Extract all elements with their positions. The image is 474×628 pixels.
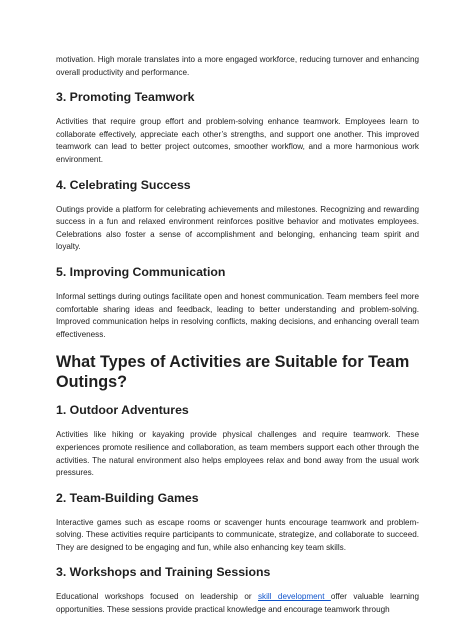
teamwork-paragraph: Activities that require group effort and problem-solving enhance teamwork. Employees learn to collaborate effectively, appreciate each other’s strengths, and support one another. This improved teamwork can lead to better project outcomes, smoother workflow, and a more harmonious work environment. bbox=[56, 117, 419, 164]
workshops-text-end: offer valuable learning opportunities. These sessions provide practical knowledge and encourage teamwork through bbox=[56, 592, 419, 615]
workshops-text-start: Educational workshops focused on leadership or bbox=[56, 592, 258, 602]
success-heading: 4. Celebrating Success bbox=[56, 177, 191, 192]
success-paragraph: Outings provide a platform for celebrating achievements and milestones. Recognizing and rewarding success in a fun and relaxed environment reinforces positive behavior and motivates employees. Celebrations also foster a sense of accomplishment and belonging, enhancing team spirit and loyalty. bbox=[56, 204, 419, 252]
communication-paragraph: Informal settings during outings facilitate open and honest communication. Team members feel more comfortable sharing ideas and feedback, leading to better understanding and problem-solving. Improved communication helps in resolving conflicts, making decisions, and enhancing overall team effectiveness. bbox=[56, 291, 419, 339]
communication-heading: 5. Improving Communication bbox=[56, 264, 226, 279]
activities-main-heading: What Types of Activities are Suitable for Team Outings? bbox=[56, 353, 410, 392]
teamwork-heading: 3. Promoting Teamwork bbox=[56, 90, 195, 105]
outdoor-heading: 1. Outdoor Adventures bbox=[56, 403, 189, 418]
document-body bbox=[56, 54, 419, 628]
games-heading: 2. Team-Building Games bbox=[56, 490, 199, 505]
intro-paragraph: motivation. High morale translates into a more engaged workforce, reducing turnover and enhancing overall productivity and performance. bbox=[56, 55, 419, 77]
workshops-heading: 3. Workshops and Training Sessions bbox=[56, 565, 271, 580]
skill-development-link[interactable]: skill development bbox=[257, 592, 331, 602]
outdoor-paragraph: Activities like hiking or kayaking provide physical challenges and require teamwork. These experiences promote resilience and collaboration, as team members support each other through the activities. The natural environment also helps employees relax and bond away from the usual work pressures. bbox=[56, 430, 419, 478]
games-paragraph: Interactive games such as escape rooms or scavenger hunts encourage teamwork and problem-solving. These activities require participants to communicate, strategize, and collaborate to succeed. They are designed to be engaging and fun, while also enhancing key team skills. bbox=[56, 517, 419, 552]
